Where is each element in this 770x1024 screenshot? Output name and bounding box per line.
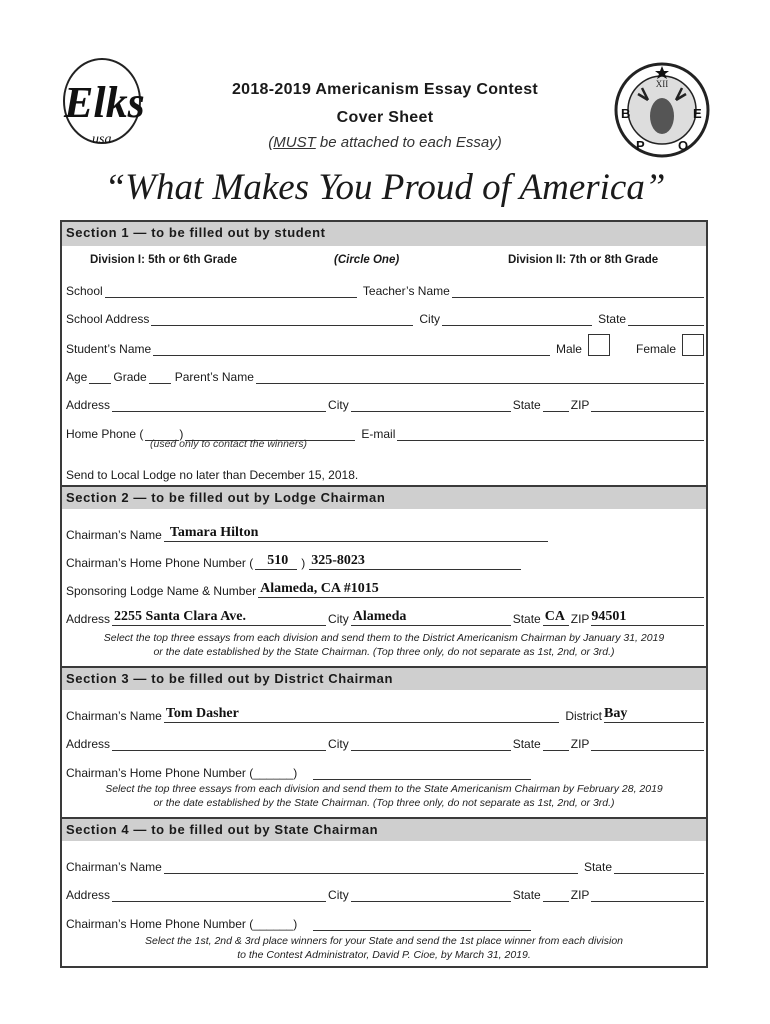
bpoe-letter-b: B xyxy=(621,106,631,121)
female-checkbox[interactable] xyxy=(682,334,704,356)
lodge-phone-field[interactable]: 325-8023 xyxy=(309,556,521,570)
lodge-state-field[interactable]: CA xyxy=(543,612,569,626)
section-4-heading: Section 4 — to be filled out by State Chairman xyxy=(62,817,706,841)
school-field[interactable] xyxy=(105,284,357,298)
teacher-name-field[interactable] xyxy=(452,284,704,298)
district-chairman-name-field[interactable]: Tom Dasher xyxy=(164,709,560,723)
state-city-field[interactable] xyxy=(351,888,511,902)
title-line-2: Cover Sheet xyxy=(336,109,434,126)
lodge-chairman-phone-row: Chairman’s Home Phone Number ( 510 ) 325-8023 xyxy=(66,552,704,570)
state-address-row: Address City State ZIP xyxy=(66,884,704,902)
lodge-phone-area-code-field[interactable]: 510 xyxy=(255,556,297,570)
division-1-option[interactable]: Division I: 5th or 6th Grade xyxy=(90,254,237,266)
district-chairman-name-row: Chairman’s Name Tom Dasher District Bay xyxy=(66,705,704,723)
district-field[interactable]: Bay xyxy=(604,709,704,723)
student-deadline: Send to Local Lodge no later than December 15, 2018. xyxy=(66,468,359,482)
circle-one-note: (Circle One) xyxy=(334,254,400,266)
state-instructions: Select the 1st, 2nd & 3rd place winners for your State and send the 1st place winner from each division to the Contest Administrator, David P. Cioe, by March 31, 2019. xyxy=(144,935,624,961)
section-2-heading: Section 2 — to be filled out by Lodge Chairman xyxy=(62,485,706,509)
lodge-chairman-name-row: Chairman’s Name Tamara Hilton xyxy=(66,524,704,542)
lodge-instructions: Select the top three essays from each division and send them to the District Americanism Chairman by January 31, 2019 or the date established by the State Chairman. (Top three only, do not separate as 1st, 2nd, or 3rd.) xyxy=(103,632,665,658)
state-chairman-name-row: Chairman’s Name State xyxy=(66,856,704,874)
student-address-row: Address City State ZIP xyxy=(66,394,704,412)
district-address-field[interactable] xyxy=(112,737,326,751)
phone-usage-note: (used only to contact the winners) xyxy=(150,438,307,450)
essay-theme: “What Makes You Proud of America” xyxy=(104,167,666,208)
school-state-field[interactable] xyxy=(628,312,704,326)
must-emphasis: MUST xyxy=(273,134,316,151)
student-city-field[interactable] xyxy=(351,398,511,412)
student-address-field[interactable] xyxy=(112,398,326,412)
lodge-address-row: Address 2255 Santa Clara Ave. City Alameda State CA ZIP 94501 xyxy=(66,608,704,626)
student-name-field[interactable] xyxy=(153,342,550,356)
deadline-row xyxy=(66,464,704,482)
district-city-field[interactable] xyxy=(351,737,511,751)
state-phone-field[interactable] xyxy=(313,917,531,931)
page-title xyxy=(160,76,610,132)
elks-logo-text: Elks xyxy=(64,78,145,127)
grade-field[interactable] xyxy=(149,370,171,384)
sponsoring-lodge-field[interactable]: Alameda, CA #1015 xyxy=(258,584,704,598)
state-address-field[interactable] xyxy=(112,888,326,902)
home-phone-row: Home Phone ( ) E-mail xyxy=(66,423,704,441)
subtitle: (MUST be attached to each Essay) xyxy=(268,134,502,151)
bpoe-letter-o: O xyxy=(678,138,689,153)
district-instructions: Select the top three essays from each division and send them to the State Americanism Chairman by February 28, 2019 or the date established by the State Chairman. (Top three only, do not separate as 1st, 2nd, or 3rd.) xyxy=(105,783,663,809)
section-3-heading: Section 3 — to be filled out by District Chairman xyxy=(62,666,706,690)
lodge-city-field[interactable]: Alameda xyxy=(351,612,511,626)
district-state-field[interactable] xyxy=(543,737,569,751)
division-2-option[interactable]: Division II: 7th or 8th Grade xyxy=(508,254,659,266)
elks-usa-logo xyxy=(58,55,154,155)
clock-numeral: XII xyxy=(655,79,669,89)
school-city-field[interactable] xyxy=(442,312,592,326)
bpoe-letter-p: P xyxy=(636,138,645,153)
district-phone-row: Chairman’s Home Phone Number (______) xyxy=(66,762,704,780)
student-state-field[interactable] xyxy=(543,398,569,412)
state-state-field[interactable] xyxy=(543,888,569,902)
usa-logo-text: usa xyxy=(92,132,112,147)
student-zip-field[interactable] xyxy=(591,398,704,412)
sponsoring-lodge-row: Sponsoring Lodge Name & Number Alameda, CA #1015 xyxy=(66,580,704,598)
district-address-row: Address City State ZIP xyxy=(66,733,704,751)
lodge-chairman-name-field[interactable]: Tamara Hilton xyxy=(164,528,548,542)
bpoe-letter-e: E xyxy=(693,106,702,121)
district-zip-field[interactable] xyxy=(591,737,704,751)
state-phone-row: Chairman’s Home Phone Number (______) xyxy=(66,913,704,931)
student-name-row: Student’s Name Male Female xyxy=(66,334,704,356)
age-grade-row: Age Grade Parent’s Name xyxy=(66,366,704,384)
district-phone-field[interactable] xyxy=(313,766,531,780)
male-checkbox[interactable] xyxy=(588,334,610,356)
email-field[interactable] xyxy=(397,427,704,441)
lodge-zip-field[interactable]: 94501 xyxy=(591,612,704,626)
section-1-heading: Section 1 — to be filled out by student xyxy=(62,222,706,246)
title-line-1: 2018-2019 Americanism Essay Contest xyxy=(231,81,539,98)
state-chairman-name-field[interactable] xyxy=(164,860,578,874)
parents-name-field[interactable] xyxy=(256,370,704,384)
state-chairman-state-field[interactable] xyxy=(614,860,704,874)
elk-head-icon xyxy=(650,98,674,134)
lodge-address-field[interactable]: 2255 Santa Clara Ave. xyxy=(112,612,326,626)
bpoe-elk-emblem xyxy=(612,60,712,160)
school-address-field[interactable] xyxy=(151,312,413,326)
age-field[interactable] xyxy=(89,370,111,384)
school-address-row: School Address City State xyxy=(66,308,704,326)
school-row: School Teacher’s Name xyxy=(66,280,704,298)
state-zip-field[interactable] xyxy=(591,888,704,902)
